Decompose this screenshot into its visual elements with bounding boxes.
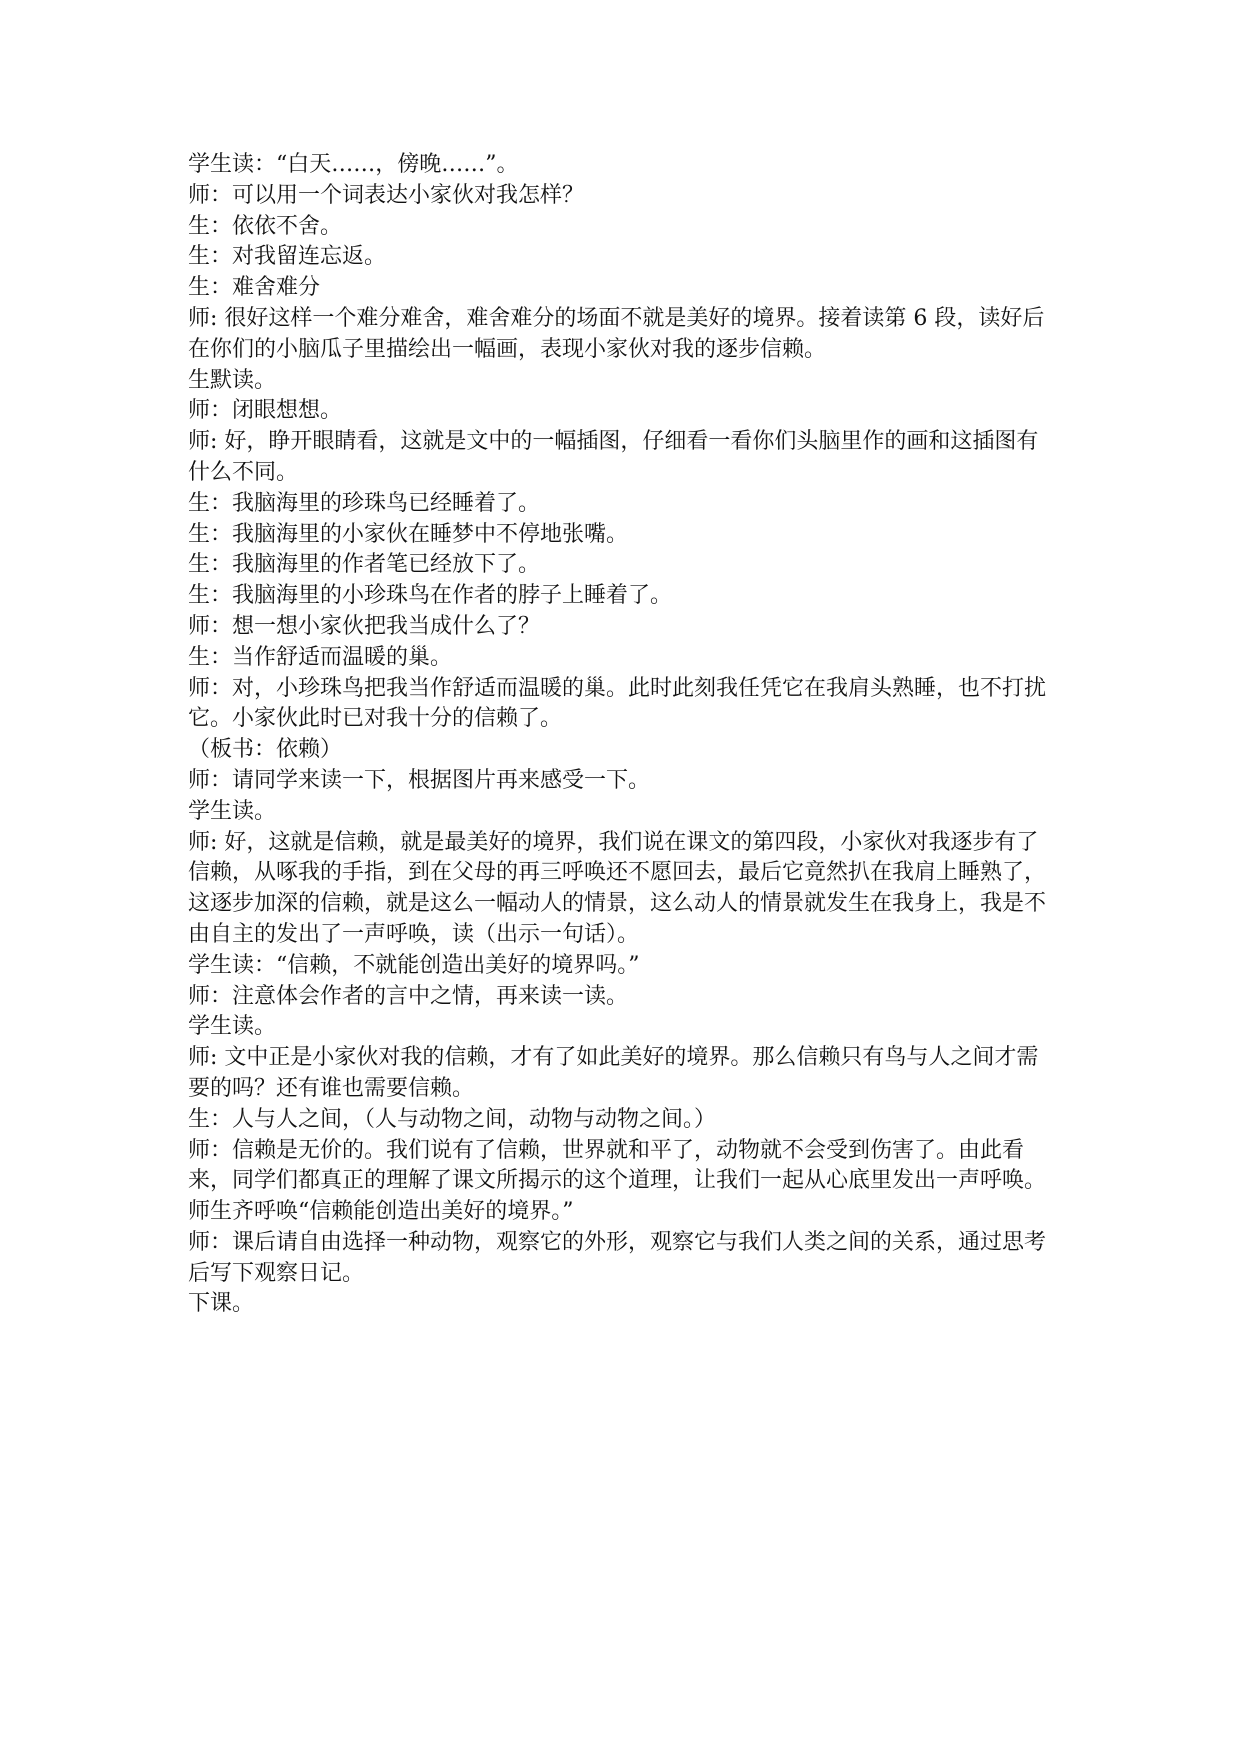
- paragraph-13: 生：我脑海里的小珍珠鸟在作者的脖子上睡着了。: [188, 583, 673, 609]
- paragraph-24: 师: 文中正是小家伙对我的信赖，才有了如此美好的境界。那么信赖只有鸟与人之间才需要的吗？还有谁也需要信赖。: [188, 1045, 1039, 1101]
- paragraph-03: 生：依依不舍。: [188, 213, 343, 239]
- paragraph-26: 师：信赖是无价的。我们说有了信赖，世界就和平了，动物就不会受到伤害了。由此看来，同学们都真正的理解了课文所揭示的这个道理，让我们一起从心底里发出一声呼唤。: [188, 1137, 1047, 1194]
- paragraph-29: 下课。: [188, 1291, 255, 1317]
- paragraph-14: 师：想一想小家伙把我当成什么了？: [188, 613, 541, 639]
- paragraph-04: 生：对我留连忘返。: [188, 244, 387, 270]
- paragraph-25: 生：人与人之间，（人与动物之间，动物与动物之间。）: [188, 1106, 717, 1132]
- paragraph-07: 生默读。: [188, 367, 277, 393]
- paragraph-22: 师：注意体会作者的言中之情，再来读一读。: [188, 983, 629, 1009]
- paragraph-28: 师：课后请自由选择一种动物，观察它的外形，观察它与我们人类之间的关系，通过思考后写下观察日记。: [188, 1229, 1047, 1286]
- paragraph-15: 生：当作舒适而温暖的巢。: [188, 644, 453, 670]
- paragraph-20: 师: 好，这就是信赖，就是最美好的境界，我们说在课文的第四段，小家伙对我逐步有了信赖，从啄我的手指，到在父母的再三呼唤还不愿回去，最后它竟然扒在我肩上睡熟了，这逐步加深的信赖，就是这么一幅动人的情景，这么动人的情景就发生在我身上，我是不由自主的发出了一声呼唤，读（出示一句话）。: [188, 829, 1047, 947]
- paragraph-11: 生：我脑海里的小家伙在睡梦中不停地张嘴。: [188, 521, 629, 547]
- paragraph-27: 师生齐呼唤“信赖能创造出美好的境界。”: [188, 1199, 574, 1225]
- paragraph-18: 师：请同学来读一下，根据图片再来感受一下。: [188, 767, 651, 793]
- paragraph-09: 师: 好，睁开眼睛看，这就是文中的一幅插图，仔细看一看你们头脑里作的画和这插图有什么不同。: [188, 429, 1039, 485]
- paragraph-10: 生：我脑海里的珍珠鸟已经睡着了。: [188, 490, 541, 516]
- paragraph-08: 师：闭眼想想。: [188, 398, 343, 424]
- paragraph-06: 师: 很好这样一个难分难舍，难舍难分的场面不就是美好的境界。接着读第 6 段，读好后在你们的小脑瓜子里描绘出一幅画，表现小家伙对我的逐步信赖。: [188, 305, 1045, 362]
- paragraph-16: 师：对，小珍珠鸟把我当作舒适而温暖的巢。此时此刻我任凭它在我肩头熟睡，也不打扰它。小家伙此时已对我十分的信赖了。: [188, 675, 1047, 732]
- paragraph-19: 学生读。: [188, 798, 277, 824]
- paragraph-02: 师：可以用一个词表达小家伙对我怎样？: [188, 182, 585, 208]
- paragraph-12: 生：我脑海里的作者笔已经放下了。: [188, 552, 541, 578]
- paragraph-23: 学生读。: [188, 1014, 277, 1040]
- paragraph-21: 学生读：“信赖，不就能创造出美好的境界吗。”: [188, 952, 640, 978]
- lesson-transcript: [188, 150, 1058, 1320]
- paragraph-05: 生：难舍难分: [188, 275, 321, 301]
- paragraph-01: 学生读：“白天……，傍晚……”。: [188, 152, 519, 177]
- paragraph-17: （板书：依赖）: [188, 737, 343, 763]
